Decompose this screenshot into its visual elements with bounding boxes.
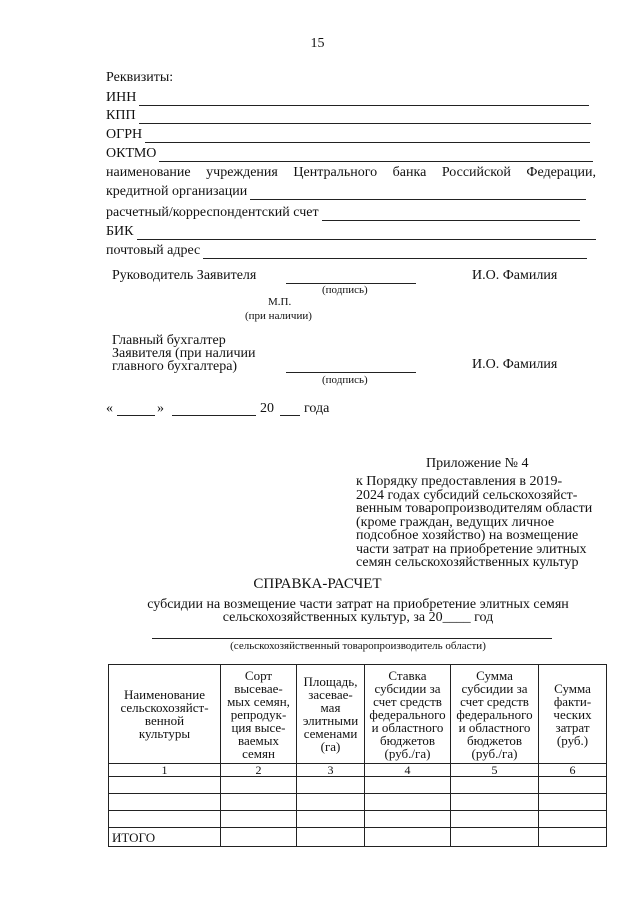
form-subtitle-line2: сельскохозяйственных культур, за 20____ год: [222, 610, 494, 625]
accountant-signature-line[interactable]: [286, 371, 416, 373]
oktmo-field[interactable]: [159, 147, 593, 162]
ogrn-row: [106, 127, 590, 143]
bik-row: [106, 224, 596, 240]
appendix-text: [356, 475, 592, 570]
header-area: Площадь, засевае- мая элитными семенами (га): [297, 665, 365, 764]
inn-label: ИНН: [106, 90, 137, 105]
date-year-field[interactable]: [280, 414, 300, 416]
producer-caption: (сельскохозяйственный товаропроизводитель области): [230, 640, 486, 652]
table-cell[interactable]: [539, 794, 607, 811]
table-cell[interactable]: [539, 828, 607, 847]
table-cell[interactable]: [297, 794, 365, 811]
appendix-line: части затрат на приобретение элитных: [356, 541, 587, 557]
stamp-note: (при наличии): [245, 310, 312, 322]
table-cell[interactable]: [221, 777, 297, 794]
bank-field[interactable]: [250, 185, 586, 200]
table-cell[interactable]: [365, 777, 451, 794]
date-close-quote: »: [157, 401, 164, 416]
appendix-title: Приложение № 4: [426, 456, 529, 471]
stamp-label: М.П.: [268, 296, 292, 308]
kpp-row: [106, 108, 591, 124]
postal-label: почтовый адрес: [106, 243, 201, 258]
table-cell[interactable]: [297, 777, 365, 794]
bank-name-line1: наименование учреждения Центрального банка Российской Федерации,: [106, 165, 596, 180]
account-row: [106, 205, 580, 221]
appendix-line: венным товаропроизводителям области: [356, 501, 593, 516]
table-cell[interactable]: [109, 794, 221, 811]
column-number: 3: [297, 764, 365, 777]
table-cell[interactable]: [109, 777, 221, 794]
date-year-suffix: года: [304, 401, 330, 416]
table-cell[interactable]: [451, 828, 539, 847]
bik-field[interactable]: [137, 225, 596, 240]
oktmo-label: ОКТМО: [106, 146, 157, 161]
appendix-line: (кроме граждан, ведущих личное: [356, 514, 555, 530]
page-number: 15: [310, 36, 325, 51]
column-number: 2: [221, 764, 297, 777]
head-name: И.О. Фамилия: [472, 268, 558, 283]
header-actual-costs: Сумма факти- ческих затрат (руб.): [539, 665, 607, 764]
requisites-title: Реквизиты:: [106, 70, 174, 85]
calculation-table: [108, 664, 607, 847]
appendix-line: 2024 годах субсидий сельскохозяйст-: [356, 487, 578, 503]
bank-name-line2: кредитной организации: [106, 184, 248, 199]
appendix-line: подсобное хозяйство) на возмещение: [356, 528, 579, 543]
date-open-quote: «: [106, 401, 113, 416]
table-header-row: [109, 665, 607, 764]
postal-field[interactable]: [203, 244, 587, 259]
table-cell[interactable]: [365, 828, 451, 847]
header-crop-name: Наименование сельскохозяйст- венной культуры: [109, 665, 221, 764]
date-month-field[interactable]: [172, 414, 256, 416]
table-cell[interactable]: [539, 811, 607, 828]
oktmo-row: [106, 146, 593, 162]
header-subsidy-amount: Сумма субсидии за счет средств федерального и областного бюджетов (руб./га): [451, 665, 539, 764]
date-year-prefix: 20: [260, 401, 274, 416]
form-title: СПРАВКА-РАСЧЕТ: [253, 576, 382, 592]
header-seed-variety: Сорт высевае- мых семян, репродук- ция высе- ваемых семян: [221, 665, 297, 764]
postal-row: [106, 243, 587, 259]
table-cell[interactable]: [297, 811, 365, 828]
inn-field[interactable]: [139, 91, 589, 106]
table-cell[interactable]: [221, 794, 297, 811]
table-cell[interactable]: [365, 811, 451, 828]
column-number: 6: [539, 764, 607, 777]
table-cell[interactable]: [297, 828, 365, 847]
table-cell[interactable]: [451, 794, 539, 811]
table-cell[interactable]: [109, 811, 221, 828]
appendix-line: семян сельскохозяйственных культур: [356, 555, 579, 570]
bank-row: [106, 184, 586, 200]
table-cell[interactable]: [365, 794, 451, 811]
ogrn-field[interactable]: [145, 128, 590, 143]
total-label: ИТОГО: [109, 828, 221, 847]
kpp-field[interactable]: [139, 109, 591, 124]
appendix-line: к Порядку предоставления в 2019-: [356, 474, 563, 489]
table-row: [109, 777, 607, 794]
form-subtitle-line1: субсидии на возмещение части затрат на приобретение элитных семян: [147, 597, 569, 612]
header-subsidy-rate: Ставка субсидии за счет средств федерального и областного бюджетов (руб./га): [365, 665, 451, 764]
table-total-row: [109, 828, 607, 847]
accountant-name: И.О. Фамилия: [472, 357, 558, 372]
accountant-label-line3: главного бухгалтера): [112, 359, 238, 374]
column-number: 5: [451, 764, 539, 777]
table-cell[interactable]: [539, 777, 607, 794]
table-row: [109, 794, 607, 811]
accountant-label-line2: Заявителя (при наличии: [112, 346, 256, 361]
table-row: [109, 811, 607, 828]
head-signature-caption: (подпись): [322, 284, 368, 296]
producer-field[interactable]: [152, 637, 552, 639]
account-label: расчетный/корреспондентский счет: [106, 205, 319, 220]
accountant-label-line1: Главный бухгалтер: [112, 333, 226, 348]
date-day-field[interactable]: [117, 414, 155, 416]
column-number: 4: [365, 764, 451, 777]
accountant-signature-caption: (подпись): [322, 374, 368, 386]
table-cell[interactable]: [451, 811, 539, 828]
table-number-row: [109, 764, 607, 777]
table-cell[interactable]: [221, 828, 297, 847]
kpp-label: КПП: [106, 108, 136, 123]
inn-row: [106, 90, 589, 106]
column-number: 1: [109, 764, 221, 777]
table-cell[interactable]: [451, 777, 539, 794]
ogrn-label: ОГРН: [106, 127, 143, 142]
table-cell[interactable]: [221, 811, 297, 828]
head-label: Руководитель Заявителя: [112, 268, 257, 283]
bik-label: БИК: [106, 224, 134, 239]
account-field[interactable]: [322, 206, 580, 221]
